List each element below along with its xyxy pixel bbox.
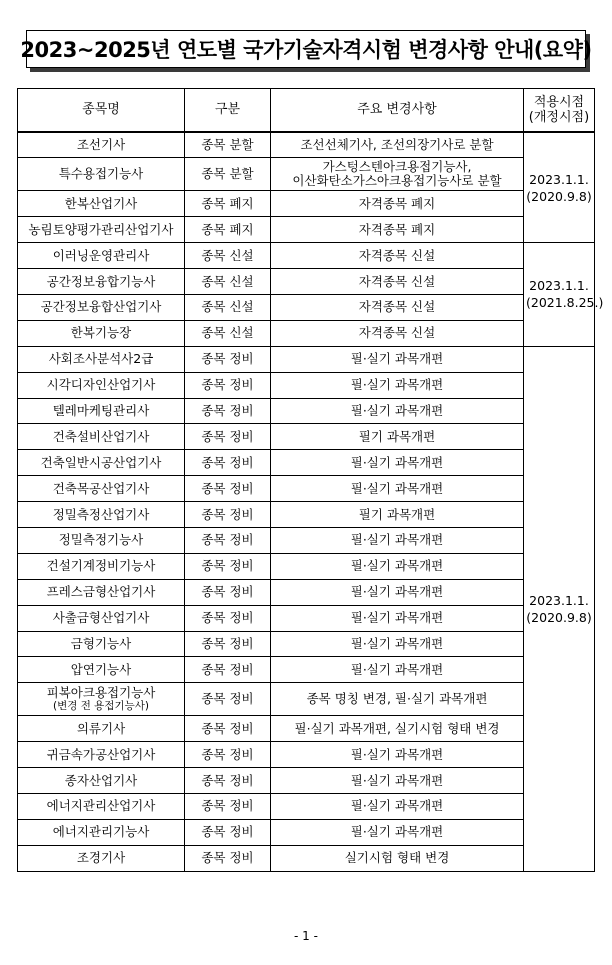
cell-category: 종목 신설	[185, 320, 271, 346]
cell-change	[271, 158, 524, 191]
cell-change-text: 종목 명칭 변경, 필·실기 과목개편	[306, 691, 488, 707]
cell-change-text: 필·실기 과목개편	[350, 454, 444, 470]
table-row	[18, 243, 595, 269]
effective-date-line1: 2023.1.1.	[529, 592, 589, 608]
cell-name-text: 사출금형산업기사	[52, 610, 150, 626]
table-row	[18, 527, 595, 553]
table-row	[18, 579, 595, 605]
cell-change	[271, 476, 524, 502]
cell-category: 종목 정비	[185, 845, 271, 871]
cell-change-text: 필·실기 과목개편	[350, 635, 444, 651]
header-category: 구분	[185, 89, 271, 133]
cell-change	[271, 502, 524, 528]
cell-name-text: 프레스금형산업기사	[46, 584, 156, 600]
cell-change-text: 실기시험 형태 변경	[344, 850, 450, 866]
cell-name	[18, 845, 185, 871]
table-body	[18, 132, 604, 871]
cell-category: 종목 정비	[185, 819, 271, 845]
cell-name-text: 금형기능사	[70, 635, 132, 651]
cell-change	[271, 320, 524, 346]
cell-category: 종목 정비	[185, 742, 271, 768]
effective-date-line2: (2020.9.8)	[526, 188, 592, 204]
cell-name-note: (변경 전 용접기능사)	[52, 700, 149, 713]
table-row	[18, 372, 595, 398]
cell-name-text: 종자산업기사	[64, 772, 138, 788]
cell-change-text: 필·실기 과목개편	[350, 746, 444, 762]
cell-change-text: 필·실기 과목개편	[350, 772, 444, 788]
cell-effective-date	[524, 243, 604, 347]
cell-change-text: 조선선체기사, 조선의장기사로 분할	[300, 137, 494, 153]
cell-change-text: 필·실기 과목개편	[350, 824, 444, 840]
cell-change	[271, 819, 524, 845]
effective-date-line2: (2021.8.25.)	[526, 295, 604, 311]
table-row	[18, 424, 595, 450]
cell-change-text: 필기 과목개편	[358, 428, 436, 444]
header-effective	[524, 89, 595, 133]
table-row	[18, 845, 595, 871]
cell-change-text: 자격종목 신설	[358, 299, 436, 315]
title-box	[20, 30, 592, 68]
cell-name-text: 피복아크용접기능사	[46, 685, 156, 701]
cell-name	[18, 450, 185, 476]
cell-change	[271, 793, 524, 819]
cell-effective-date	[524, 132, 595, 243]
table-row	[18, 217, 595, 243]
cell-change	[271, 527, 524, 553]
cell-category: 종목 정비	[185, 683, 271, 716]
cell-name	[18, 502, 185, 528]
cell-name-text: 건축일반시공산업기사	[40, 454, 162, 470]
table-row	[18, 631, 595, 657]
cell-category: 종목 정비	[185, 631, 271, 657]
cell-change-text: 필·실기 과목개편	[350, 661, 444, 677]
cell-change	[271, 845, 524, 871]
cell-change	[271, 553, 524, 579]
table-row	[18, 502, 595, 528]
cell-change	[271, 398, 524, 424]
cell-name	[18, 424, 185, 450]
table-row	[18, 476, 595, 502]
cell-change	[271, 269, 524, 295]
table-row	[18, 716, 595, 742]
table-row	[18, 294, 595, 320]
effective-date-line1: 2023.1.1.	[529, 171, 589, 187]
page-number: - 1 -	[294, 929, 318, 943]
cell-change	[271, 742, 524, 768]
table-row	[18, 657, 595, 683]
cell-name-text: 정밀측정기능사	[58, 532, 144, 548]
cell-change	[271, 605, 524, 631]
table-row	[18, 742, 595, 768]
header-effective-line2: (개정시점)	[528, 110, 590, 125]
cell-change-text: 필·실기 과목개편	[350, 351, 444, 367]
cell-change	[271, 294, 524, 320]
cell-category: 종목 폐지	[185, 191, 271, 217]
cell-change-text: 자격종목 폐지	[358, 221, 436, 237]
cell-category: 종목 정비	[185, 346, 271, 372]
cell-name-text: 공간정보융합산업기사	[40, 299, 162, 315]
cell-name	[18, 768, 185, 794]
table-row	[18, 768, 595, 794]
table-row	[18, 191, 595, 217]
table-row	[18, 793, 595, 819]
cell-name	[18, 742, 185, 768]
cell-category: 종목 분할	[185, 132, 271, 158]
cell-change	[271, 346, 524, 372]
cell-name-text: 정밀측정산업기사	[52, 506, 150, 522]
cell-category: 종목 정비	[185, 716, 271, 742]
cell-name	[18, 294, 185, 320]
table-row	[18, 605, 595, 631]
cell-change-text: 필·실기 과목개편	[350, 402, 444, 418]
cell-change	[271, 768, 524, 794]
cell-name	[18, 819, 185, 845]
table-row	[18, 819, 595, 845]
cell-name	[18, 372, 185, 398]
cell-category: 종목 정비	[185, 476, 271, 502]
changes-table	[17, 88, 604, 872]
cell-category: 종목 정비	[185, 768, 271, 794]
table-row	[18, 398, 595, 424]
table-row	[18, 269, 595, 295]
cell-name-text: 귀금속가공산업기사	[46, 746, 156, 762]
table-row	[18, 683, 595, 716]
cell-name-text: 조선기사	[76, 137, 126, 153]
cell-name	[18, 716, 185, 742]
table-row	[18, 320, 595, 346]
cell-name	[18, 527, 185, 553]
cell-name-text: 특수용접기능사	[58, 166, 144, 182]
cell-change-text: 가스텅스텐아크용접기능사,	[322, 159, 472, 175]
cell-change-text: 필·실기 과목개편, 실기시험 형태 변경	[294, 720, 500, 736]
table-header-row	[18, 89, 595, 133]
cell-name-text: 텔레마케팅관리사	[52, 402, 150, 418]
cell-name	[18, 398, 185, 424]
cell-name	[18, 132, 185, 158]
cell-change-text: 자격종목 신설	[358, 325, 436, 341]
cell-category: 종목 신설	[185, 243, 271, 269]
cell-change	[271, 450, 524, 476]
cell-name-text: 건축목공산업기사	[52, 480, 150, 496]
cell-name	[18, 158, 185, 191]
cell-name	[18, 657, 185, 683]
cell-change	[271, 191, 524, 217]
cell-name-text: 공간정보융합기능사	[46, 273, 156, 289]
cell-change-text-line2: 이산화탄소가스아크용접기능사로 분할	[292, 173, 502, 189]
cell-category: 종목 정비	[185, 502, 271, 528]
cell-category: 종목 정비	[185, 398, 271, 424]
table-row	[18, 132, 595, 158]
cell-change	[271, 579, 524, 605]
cell-change	[271, 683, 524, 716]
cell-category: 종목 정비	[185, 424, 271, 450]
cell-change	[271, 716, 524, 742]
cell-effective-date	[524, 346, 595, 871]
cell-name	[18, 476, 185, 502]
cell-category: 종목 신설	[185, 269, 271, 295]
cell-change	[271, 132, 524, 158]
cell-name-text: 압연기능사	[70, 661, 132, 677]
cell-category: 종목 정비	[185, 372, 271, 398]
cell-name	[18, 243, 185, 269]
cell-category: 종목 정비	[185, 553, 271, 579]
cell-category: 종목 정비	[185, 657, 271, 683]
cell-name-text: 에너지관리산업기사	[46, 798, 156, 814]
cell-change-text: 자격종목 신설	[358, 247, 436, 263]
cell-change	[271, 424, 524, 450]
cell-name	[18, 269, 185, 295]
cell-name-text: 조경기사	[76, 850, 126, 866]
cell-category: 종목 정비	[185, 579, 271, 605]
cell-category: 종목 정비	[185, 793, 271, 819]
cell-change-text: 필·실기 과목개편	[350, 610, 444, 626]
cell-change-text: 필·실기 과목개편	[350, 798, 444, 814]
cell-name-text: 건축설비산업기사	[52, 428, 150, 444]
cell-category: 종목 신설	[185, 294, 271, 320]
header-effective-line1: 적용시점	[533, 95, 585, 110]
cell-name	[18, 320, 185, 346]
cell-name-text: 한복산업기사	[64, 195, 138, 211]
cell-name-text: 한복기능장	[70, 325, 132, 341]
cell-name	[18, 553, 185, 579]
cell-name	[18, 217, 185, 243]
cell-name	[18, 605, 185, 631]
cell-name	[18, 793, 185, 819]
cell-name	[18, 631, 185, 657]
cell-change	[271, 657, 524, 683]
cell-change-text: 자격종목 폐지	[358, 195, 436, 211]
cell-name	[18, 579, 185, 605]
table-row	[18, 450, 595, 476]
cell-name-text: 에너지관리기능사	[52, 824, 150, 840]
cell-change-text: 필·실기 과목개편	[350, 558, 444, 574]
cell-change	[271, 243, 524, 269]
cell-name	[18, 683, 185, 716]
effective-date-line2: (2020.9.8)	[526, 609, 592, 625]
effective-date-line1: 2023.1.1.	[529, 278, 589, 294]
cell-change-text: 자격종목 신설	[358, 273, 436, 289]
cell-change-text: 필기 과목개편	[358, 506, 436, 522]
cell-name-text: 건설기계정비기능사	[46, 558, 156, 574]
cell-name	[18, 191, 185, 217]
cell-category: 종목 폐지	[185, 217, 271, 243]
cell-change-text: 필·실기 과목개편	[350, 377, 444, 393]
cell-category: 종목 정비	[185, 527, 271, 553]
cell-name-text: 의류기사	[76, 720, 126, 736]
cell-change	[271, 631, 524, 657]
cell-name	[18, 346, 185, 372]
header-changes: 주요 변경사항	[271, 89, 524, 133]
table-row	[18, 346, 595, 372]
cell-change	[271, 217, 524, 243]
cell-category: 종목 분할	[185, 158, 271, 191]
cell-category: 종목 정비	[185, 605, 271, 631]
page-title: 2023~2025년 연도별 국가기술자격시험 변경사항 안내(요약)	[20, 38, 592, 62]
cell-change-text: 필·실기 과목개편	[350, 480, 444, 496]
cell-name-text: 시각디자인산업기사	[46, 377, 156, 393]
table-row	[18, 158, 595, 191]
cell-name-text: 사회조사분석사2급	[48, 351, 154, 367]
cell-change-text: 필·실기 과목개편	[350, 532, 444, 548]
cell-name-text: 농림토양평가관리산업기사	[28, 221, 174, 237]
cell-name-text: 이러닝운영관리사	[52, 247, 150, 263]
cell-category: 종목 정비	[185, 450, 271, 476]
header-name: 종목명	[18, 89, 185, 133]
cell-change	[271, 372, 524, 398]
table-row	[18, 553, 595, 579]
cell-change-text: 필·실기 과목개편	[350, 584, 444, 600]
